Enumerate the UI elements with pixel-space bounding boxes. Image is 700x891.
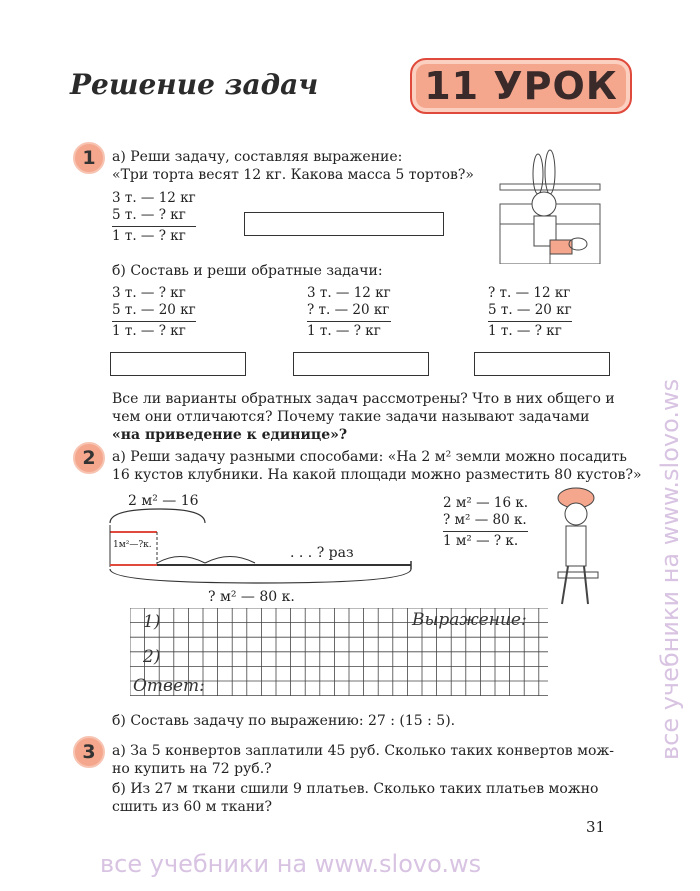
segment-bottom-label: ? м² — 80 к. <box>208 589 295 605</box>
scheme-line: 3 т. — 12 кг <box>112 190 196 206</box>
segment-top-label: 2 м² — 16 <box>128 493 199 509</box>
grid-line-2-label: 2) <box>143 647 161 667</box>
lesson-badge <box>410 58 632 114</box>
task-1-number: 1 <box>73 142 105 174</box>
task-1-question-line2: чем они отличаются? Почему такие задачи называют задачами <box>112 409 590 425</box>
task-2a-scheme <box>443 495 528 550</box>
scheme-line: 3 т. — 12 кг <box>307 285 391 301</box>
inverse-scheme-3 <box>488 285 572 340</box>
segment-small-label: 1м²—?к. <box>113 540 152 550</box>
inverse-answer-box-1[interactable] <box>110 352 246 376</box>
task-3-number: 3 <box>73 736 105 768</box>
watermark-side <box>650 120 690 770</box>
task-1a-answer-box[interactable] <box>244 212 444 236</box>
scheme-line: 1 т. — ? кг <box>307 321 391 340</box>
scheme-line: 5 т. — 20 кг <box>488 302 572 318</box>
task-1a-text-line2: «Три торта весят 12 кг. Какова масса 5 тортов?» <box>112 167 474 183</box>
girl-illustration-icon <box>548 484 608 614</box>
watermark-side-text: все учебники на www.slovo.ws <box>656 378 684 760</box>
grid-answer-label: Ответ: <box>133 676 205 696</box>
inverse-answer-box-2[interactable] <box>293 352 429 376</box>
watermark-bottom: все учебники на www.slovo.ws <box>100 850 482 878</box>
task-1-question-line1: Все ли варианты обратных задач рассмотрены? Что в них общего и <box>112 391 615 407</box>
lesson-badge-text: 11 УРОК <box>424 64 618 108</box>
task-1a-scheme <box>112 190 196 245</box>
scheme-line: 1 т. — ? кг <box>112 226 196 245</box>
scheme-line: 1 т. — ? кг <box>112 321 196 340</box>
scheme-line: 1 т. — ? кг <box>488 321 572 340</box>
task-2-number: 2 <box>73 442 105 474</box>
inverse-answer-box-3[interactable] <box>474 352 610 376</box>
scheme-line: ? м² — 80 к. <box>443 512 527 528</box>
inverse-scheme-2 <box>307 285 391 340</box>
task-3a-text-line1: а) За 5 конвертов заплатили 45 руб. Сколько таких конвертов мож- <box>112 743 615 759</box>
task-2a-text-line2: 16 кустов клубники. На какой площади можно разместить 80 кустов?» <box>112 467 642 483</box>
segment-diagram <box>105 505 420 590</box>
task-1a-text-line1: а) Реши задачу, составляя выражение: <box>112 149 403 165</box>
scheme-line: 1 м² — ? к. <box>443 531 528 550</box>
scheme-line: ? т. — 12 кг <box>488 285 571 301</box>
task-2b-text: б) Составь задачу по выражению: 27 : (15 : 5). <box>112 713 456 729</box>
task-1-question-line3: «на приведение к единице»? <box>112 427 348 443</box>
scheme-line: ? т. — 20 кг <box>307 302 390 318</box>
grid-expression-label: Выражение: <box>412 610 527 630</box>
scheme-line: 3 т. — ? кг <box>112 285 186 301</box>
task-3b-text-line2: сшить из 60 м ткани? <box>112 799 273 815</box>
task-2a-text-line1: а) Реши задачу разными способами: «На 2 м² земли можно посадить <box>112 449 627 465</box>
task-1b-text: б) Составь и реши обратные задачи: <box>112 263 383 279</box>
task-3a-text-line2: но купить на 72 руб.? <box>112 761 272 777</box>
task-3b-text-line1: б) Из 27 м ткани сшили 9 платьев. Сколько таких платьев можно <box>112 781 599 797</box>
page-title: Решение задач <box>70 68 319 101</box>
page-number: 31 <box>586 818 606 836</box>
rabbit-illustration-icon <box>490 144 610 264</box>
inverse-scheme-1 <box>112 285 196 340</box>
scheme-line: 2 м² — 16 к. <box>443 495 529 511</box>
scheme-line: 5 т. — ? кг <box>112 207 186 223</box>
segment-times-label: . . . ? раз <box>290 545 354 561</box>
grid-line-1-label: 1) <box>143 612 161 632</box>
scheme-line: 5 т. — 20 кг <box>112 302 196 318</box>
